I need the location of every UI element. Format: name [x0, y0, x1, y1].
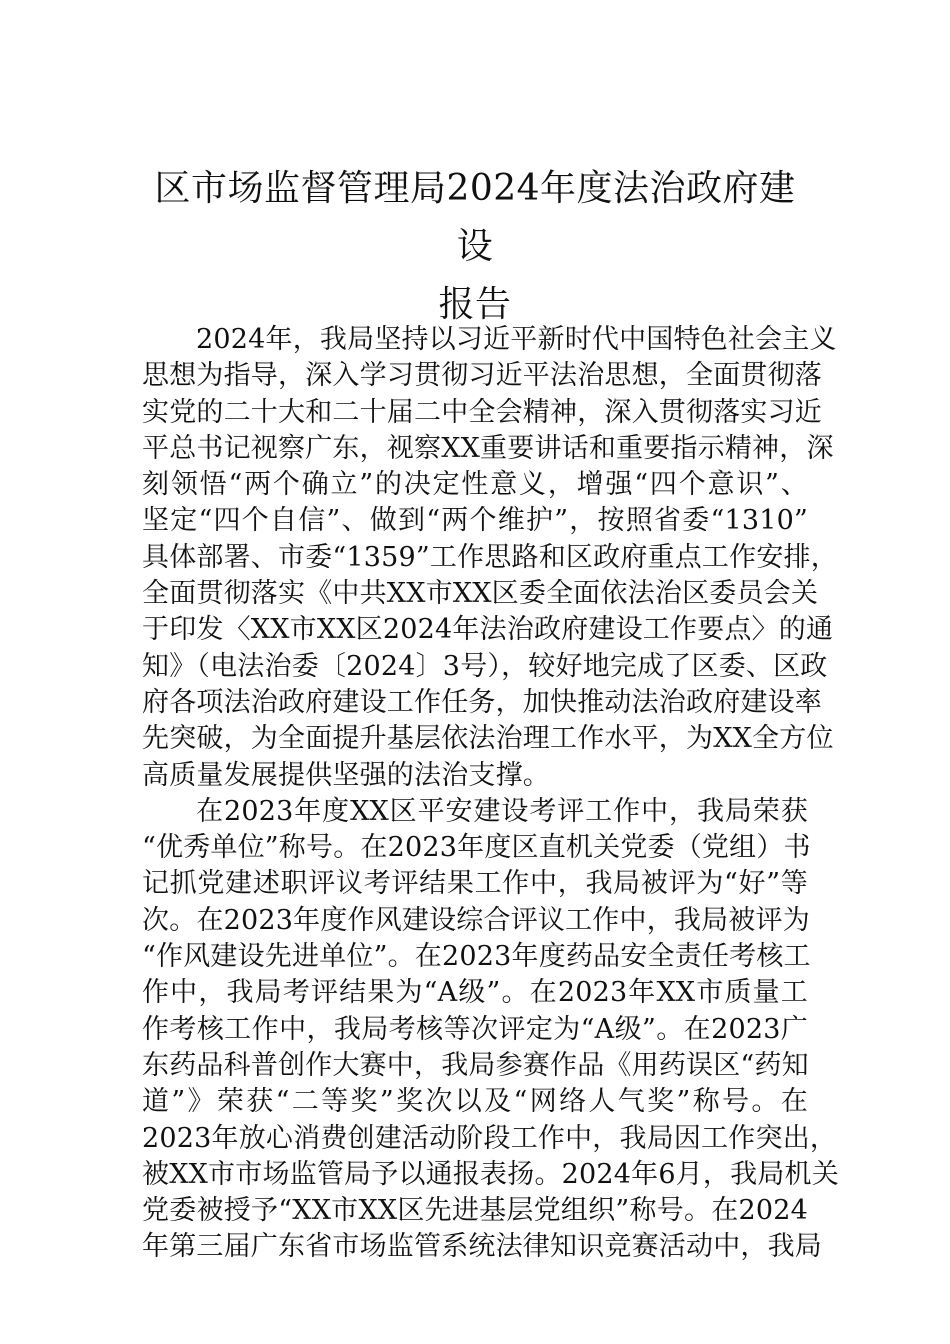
paragraph-line: 记抓党建述职评议考评结果工作中，我局被评为“好”等	[142, 868, 808, 900]
paragraph-line: 实党的二十大和二十届二中全会精神，深入贯彻落实习近	[142, 396, 822, 428]
document-body	[142, 322, 839, 1266]
paragraph-line: “优秀单位”称号。在2023年度区直机关党委（党组）书	[142, 832, 811, 864]
paragraph-line: 具体部署、市委“1359”工作思路和区政府重点工作安排，	[142, 541, 838, 573]
paragraph-line: 平总书记视察广东，视察XX重要讲话和重要指示精神，深	[142, 432, 834, 464]
paragraph-line: 2024年，我局坚持以习近平新时代中国特色社会主义	[196, 324, 837, 355]
paragraph-line: 次。在2023年度作风建设综合评议工作中，我局被评为	[142, 904, 810, 936]
paragraph-line: “作风建设先进单位”。在2023年度药品安全责任考核工	[142, 941, 811, 973]
paragraph-line: 于印发〈XX市XX区2024年法治政府建设工作要点〉的通	[142, 614, 834, 646]
paragraph-line: 先突破，为全面提升基层依法治理工作水平，为XX全方位	[142, 723, 834, 755]
document-title	[140, 160, 810, 334]
paragraph-line: 东药品科普创作大赛中，我局参赛作品《用药误区“药知	[142, 1049, 809, 1081]
title-line-1: 区市场监督管理局2024年度法治政府建设	[154, 168, 796, 267]
paragraph-1	[142, 322, 838, 794]
paragraph-line: 作中，我局考评结果为“A级”。在2023年XX市质量工	[142, 977, 808, 1009]
paragraph-line: 道”》荣获“二等奖”奖次以及“网络人气奖”称号。在	[142, 1086, 808, 1118]
paragraph-line: 作考核工作中，我局考核等次评定为“A级”。在2023广	[142, 1013, 808, 1045]
paragraph-line: 年第三届广东省市场监管系统法律知识竞赛活动中，我局	[142, 1231, 822, 1263]
paragraph-line: 知》（电法治委〔2024〕3号），较好地完成了区委、区政	[142, 650, 828, 682]
paragraph-2	[142, 794, 839, 1266]
paragraph-line: 在2023年度XX区平安建设考评工作中，我局荣获	[196, 795, 808, 827]
paragraph-line: 刻领悟“两个确立”的决定性意义，增强“四个意识”、	[142, 469, 808, 501]
paragraph-line: 全面贯彻落实《中共XX市XX区委全面依法治区委员会关	[142, 578, 819, 610]
paragraph-line: 府各项法治政府建设工作任务，加快推动法治政府建设率	[142, 686, 822, 718]
paragraph-line: 高质量发展提供坚强的法治支撑。	[142, 759, 550, 791]
paragraph-line: 2023年放心消费创建活动阶段工作中，我局因工作突出，	[142, 1122, 838, 1154]
title-line-2: 报告	[438, 284, 512, 325]
paragraph-line: 被XX市市场监管局予以通报表扬。2024年6月，我局机关	[142, 1158, 839, 1190]
paragraph-line: 思想为指导，深入学习贯彻习近平法治思想，全面贯彻落	[142, 360, 822, 392]
paragraph-line: 党委被授予“XX市XX区先进基层党组织”称号。在2024	[142, 1195, 808, 1227]
paragraph-line: 坚定“四个自信”、做到“两个维护”，按照省委“1310”	[142, 505, 808, 537]
